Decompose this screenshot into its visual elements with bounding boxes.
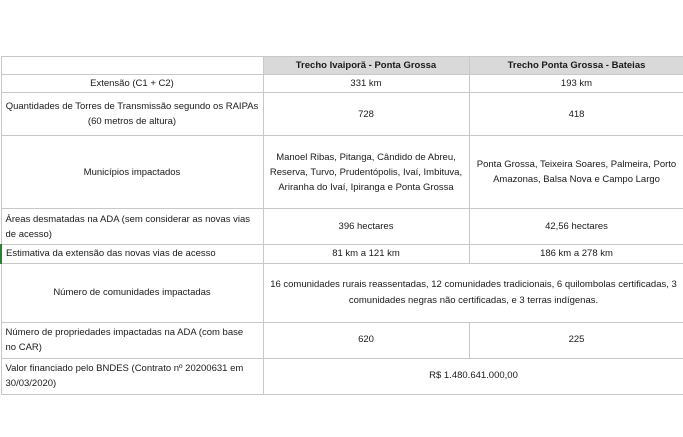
row-label-valor-line1: Valor financiado pelo BNDES (Contrato nº 20200631 em bbox=[5, 362, 244, 374]
row-label-comunidades[interactable]: Número de comunidades impactadas bbox=[1, 263, 263, 322]
row-label-torres-line1: Quantidades de Torres de Transmissão segundo os RAIPAs bbox=[5, 101, 259, 113]
cell-propriedades-ivaipora[interactable]: 620 bbox=[263, 322, 469, 358]
cell-municipios-bateias-line2: Amazonas, Balsa Nova e Campo Largo bbox=[493, 174, 660, 186]
cell-municipios-ivaipora-line1: Manoel Ribas, Pitanga, Cândido de Abreu, bbox=[276, 151, 456, 163]
cell-torres-ivaipora[interactable]: 728 bbox=[263, 93, 469, 136]
row-label-valor-line2: 30/03/2020) bbox=[5, 378, 57, 390]
table-row bbox=[1, 136, 683, 209]
table-row bbox=[1, 209, 683, 245]
cell-extensao-ivaipora[interactable]: 331 km bbox=[263, 75, 469, 93]
table-row bbox=[1, 245, 683, 263]
row-label-torres-line2: (60 metros de altura) bbox=[87, 116, 177, 128]
header-cell-ivaipora[interactable]: Trecho Ivaiporã - Ponta Grossa bbox=[263, 57, 469, 75]
row-label-torres[interactable] bbox=[1, 93, 263, 136]
cell-municipios-bateias-line1: Ponta Grossa, Teixeira Soares, Palmeira, Porto bbox=[476, 159, 677, 171]
cell-municipios-ivaipora-line2: Reserva, Turvo, Prudentópolis, Ivaí, Imbituva, bbox=[269, 166, 463, 178]
cell-comunidades-line1: 16 comunidades rurais reassentadas, 12 comunidades tradicionais, 6 quilombolas certificadas, 3 bbox=[270, 279, 677, 291]
table-row bbox=[1, 322, 683, 358]
cell-torres-bateias[interactable]: 418 bbox=[469, 93, 683, 136]
row-label-municipios[interactable]: Municípios impactados bbox=[1, 136, 263, 209]
row-label-vias[interactable]: Estimativa da extensão das novas vias de acesso bbox=[1, 245, 263, 263]
header-cell-bateias[interactable]: Trecho Ponta Grossa - Bateias bbox=[469, 57, 683, 75]
spreadsheet-table-container bbox=[0, 56, 683, 395]
cell-areas-bateias[interactable]: 42,56 hectares bbox=[469, 209, 683, 245]
cell-vias-ivaipora[interactable]: 81 km a 121 km bbox=[263, 245, 469, 263]
cell-vias-bateias[interactable]: 186 km a 278 km bbox=[469, 245, 683, 263]
table-row bbox=[1, 75, 683, 93]
cell-propriedades-bateias[interactable]: 225 bbox=[469, 322, 683, 358]
cell-valor-merged[interactable]: R$ 1.480.641.000,00 bbox=[263, 358, 683, 394]
cell-areas-ivaipora[interactable]: 396 hectares bbox=[263, 209, 469, 245]
table-row bbox=[1, 358, 683, 394]
cell-municipios-ivaipora-line3: Ariranha do Ivaí, Ipiranga e Ponta Grossa bbox=[278, 181, 454, 193]
row-label-propriedades[interactable] bbox=[1, 322, 263, 358]
row-label-valor[interactable] bbox=[1, 358, 263, 394]
cell-extensao-bateias[interactable]: 193 km bbox=[469, 75, 683, 93]
cell-comunidades-line2: comunidades negras não certificadas, e 3 terras indígenas. bbox=[348, 294, 599, 306]
table-header-row bbox=[1, 57, 683, 75]
header-cell-empty[interactable] bbox=[1, 57, 263, 75]
row-label-propriedades-line2: no CAR) bbox=[5, 342, 42, 354]
cell-comunidades-merged[interactable] bbox=[263, 263, 683, 322]
cell-municipios-bateias[interactable] bbox=[469, 136, 683, 209]
table-row bbox=[1, 263, 683, 322]
row-label-areas-line1: Áreas desmatadas na ADA (sem considerar as novas vias bbox=[5, 213, 250, 225]
table-row bbox=[1, 93, 683, 136]
cell-municipios-ivaipora[interactable] bbox=[263, 136, 469, 209]
row-label-extensao[interactable]: Extensão (C1 + C2) bbox=[1, 75, 263, 93]
row-label-areas[interactable] bbox=[1, 209, 263, 245]
comparison-table bbox=[0, 56, 683, 395]
row-label-propriedades-line1: Número de propriedades impactadas na ADA (com base bbox=[5, 326, 244, 338]
row-label-areas-line2: de acesso) bbox=[5, 228, 52, 240]
